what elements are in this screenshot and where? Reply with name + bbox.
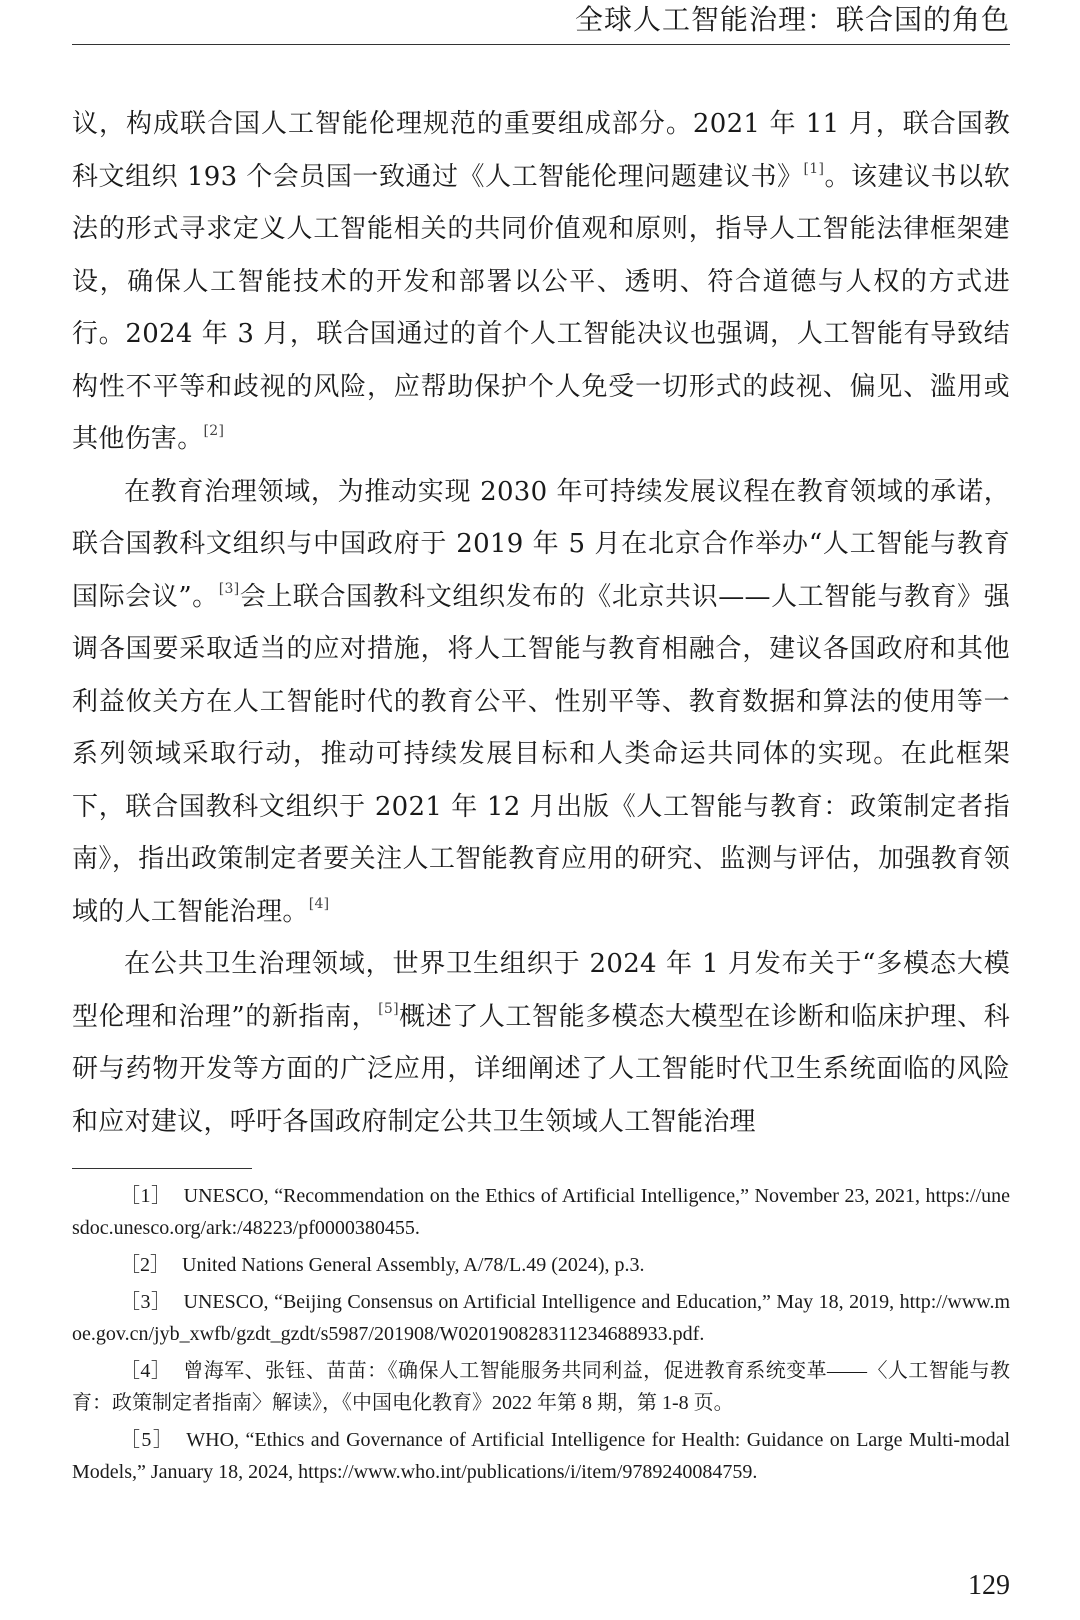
footnote-text: UNESCO, “Recommendation on the Ethics of Artificial Intelligence,” November 23, 2021, https://unesdoc.unesco.org/ark:/48223/pf0000380455. bbox=[72, 1185, 1011, 1239]
footnote-reference: [5] bbox=[378, 1000, 399, 1017]
footnote-text: United Nations General Assembly, A/78/L.49 (2024), p.3. bbox=[182, 1254, 645, 1276]
page-number: 129 bbox=[968, 1570, 1010, 1601]
footnote-text: WHO, “Ethics and Governance of Artificial Intelligence for Health: Guidance on Large Multi-modal Models,” January 18, 2024, https://www.who.int/publications/i/item/9789240084759. bbox=[72, 1429, 1011, 1483]
footnote-text: UNESCO, “Beijing Consensus on Artificial Intelligence and Education,” May 18, 2019, http://www.moe.gov.cn/jyb_xwfb/gzdt_gzdt/s5987/201908/W020190828311234688933.pdf. bbox=[72, 1291, 1010, 1345]
footnote-reference: [2] bbox=[203, 423, 225, 439]
paragraph-text: 议，构成联合国人工智能伦理规范的重要组成部分。2021 年 11 月，联合国教科文组织 193 个会员国一致通过《人工智能伦理问题建议书》 bbox=[72, 109, 1010, 192]
footnote-3 bbox=[72, 1286, 1010, 1350]
footnote-divider bbox=[72, 1168, 252, 1169]
footnote-text: 曾海军、张钰、苗苗：《确保人工智能服务共同利益，促进教育系统变革——〈人工智能与教育：政策制定者指南〉解读》，《中国电化教育》2022 年第 8 期，第 1-8 页。 bbox=[72, 1360, 1011, 1414]
running-header bbox=[72, 0, 1010, 45]
footnote-2 bbox=[72, 1249, 1010, 1281]
paragraph-education-governance bbox=[72, 466, 1010, 939]
footnote-number: ［4］ bbox=[120, 1360, 172, 1382]
paragraph-ethics bbox=[72, 98, 1010, 466]
footnote-number: ［1］ bbox=[120, 1185, 172, 1207]
paragraph-text: 在公共卫生治理领域，世界卫生组织于 2024 年 1 月发布关于“多模态大模型伦理和治理”的新指南， bbox=[72, 949, 1010, 1032]
footnote-reference: [3] bbox=[218, 580, 240, 597]
footnote-1 bbox=[72, 1180, 1010, 1244]
paragraph-text: 在教育治理领域，为推动实现 2030 年可持续发展议程在教育领域的承诺，联合国教科文组织与中国政府于 2019 年 5 月在北京合作举办“人工智能与教育国际会议”。 bbox=[72, 476, 1010, 612]
footnote-reference: [1] bbox=[803, 160, 825, 177]
footnote-number: ［5］ bbox=[120, 1429, 175, 1451]
footnote-number: ［3］ bbox=[120, 1291, 172, 1313]
body-text bbox=[72, 98, 1010, 1148]
footnote-4 bbox=[72, 1355, 1010, 1419]
paragraph-text: 。该建议书以软法的形式寻求定义人工智能相关的共同价值观和原则，指导人工智能法律框架建设，确保人工智能技术的开发和部署以公平、透明、符合道德与人权的方式进行。2024 年 3 月，联合国通过的首个人工智能决议也强调，人工智能有导致结构性不平等和歧视的风险，应帮助保护个人免受一切形式的歧视、偏见、滥用或其他伤害。 bbox=[72, 161, 1010, 454]
running-header-title: 全球人工智能治理：联合国的角色 bbox=[574, 3, 1010, 36]
footnotes bbox=[72, 1180, 1010, 1493]
footnote-reference: [4] bbox=[308, 895, 330, 912]
paragraph-text: 概述了人工智能多模态大模型在诊断和临床护理、科研与药物开发等方面的广泛应用，详细阐述了人工智能时代卫生系统面临的风险和应对建议，呼吁各国政府制定公共卫生领域人工智能治理 bbox=[72, 1001, 1010, 1137]
footnote-number: ［2］ bbox=[120, 1254, 170, 1276]
book-page bbox=[72, 0, 1010, 1620]
paragraph-public-health-governance bbox=[72, 938, 1010, 1148]
paragraph-text: 会上联合国教科文组织发布的《北京共识——人工智能与教育》强调各国要采取适当的应对措施，将人工智能与教育相融合，建议各国政府和其他利益攸关方在人工智能时代的教育公平、性别平等、教育数据和算法的使用等一系列领域采取行动，推动可持续发展目标和人类命运共同体的实现。在此框架下，联合国教科文组织于 2021 年 12 月出版《人工智能与教育：政策制定者指南》，指出政策制定者要关注人工智能教育应用的研究、监测与评估，加强教育领域的人工智能治理。 bbox=[72, 581, 1010, 927]
footnote-5 bbox=[72, 1424, 1010, 1488]
